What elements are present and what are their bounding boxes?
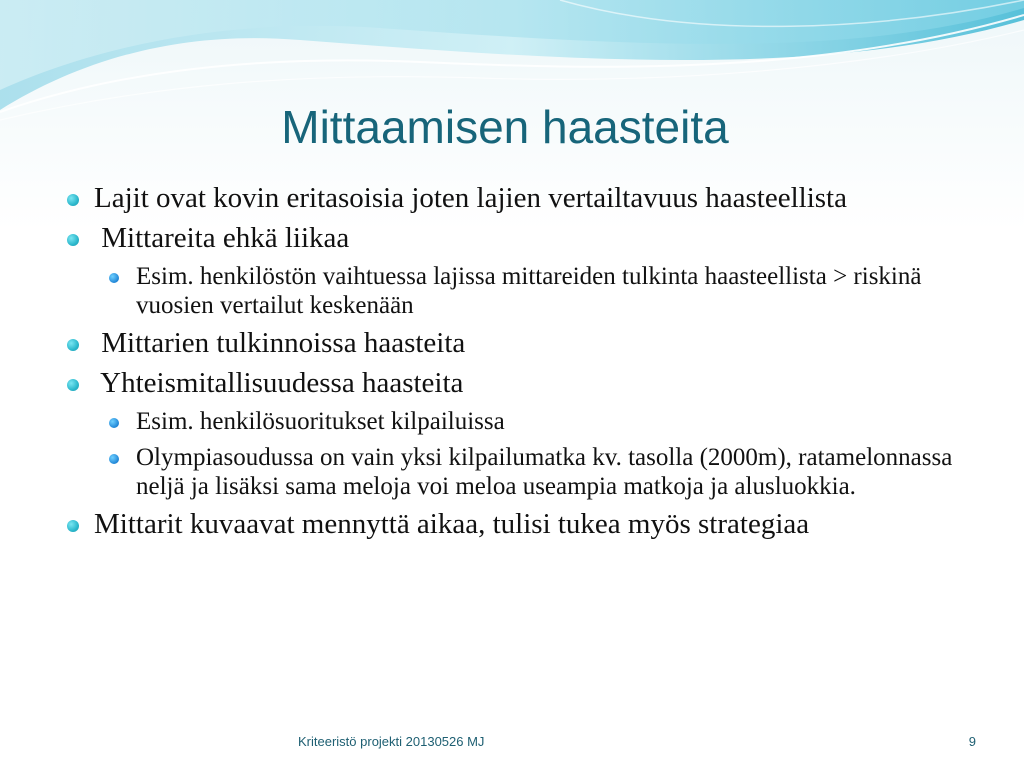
sub-bullet-icon bbox=[109, 273, 119, 283]
sub-bullet-text: Esim. henkilöstön vaihtuessa lajissa mittareiden tulkinta haasteellista > riskinä vuosien vertailut keskenään bbox=[136, 263, 922, 319]
bullet-icon bbox=[67, 339, 79, 351]
bullet-item bbox=[62, 182, 962, 215]
sub-bullet-icon bbox=[109, 418, 119, 428]
sub-bullet-text: Olympiasoudussa on vain yksi kilpailumatka kv. tasolla (2000m), ratamelonnassa neljä ja lisäksi sama meloja voi meloa useampia matkoja ja alusluokkia. bbox=[136, 444, 953, 500]
bullet-list bbox=[62, 182, 962, 548]
sub-bullet-icon bbox=[109, 454, 119, 464]
bullet-item bbox=[62, 222, 962, 255]
bullet-text: Mittarit kuvaavat mennyttä aikaa, tulisi tukea myös strategiaa bbox=[94, 508, 810, 540]
sub-bullet-text: Esim. henkilösuoritukset kilpailuissa bbox=[136, 408, 505, 435]
bullet-icon bbox=[67, 520, 79, 532]
bullet-item bbox=[62, 327, 962, 360]
slide-title: Mittaamisen haasteita bbox=[281, 101, 729, 153]
bullet-icon bbox=[67, 379, 79, 391]
bullet-icon bbox=[67, 194, 79, 206]
bullet-icon bbox=[67, 234, 79, 246]
slide-footer: Kriteeristö projekti 20130526 MJ bbox=[298, 734, 485, 749]
bullet-item bbox=[62, 367, 962, 400]
sub-bullet-item bbox=[62, 443, 962, 501]
bullet-text: Mittareita ehkä liikaa bbox=[94, 222, 350, 254]
sub-bullet-item bbox=[62, 407, 962, 436]
bullet-text: Lajit ovat kovin eritasoisia joten lajien vertailtavuus haasteellista bbox=[94, 182, 847, 214]
bullet-item bbox=[62, 508, 962, 541]
sub-bullet-item bbox=[62, 262, 962, 320]
bullet-text: Yhteismitallisuudessa haasteita bbox=[94, 367, 464, 399]
page-number: 9 bbox=[968, 734, 976, 749]
bullet-text: Mittarien tulkinnoissa haasteita bbox=[94, 327, 466, 359]
